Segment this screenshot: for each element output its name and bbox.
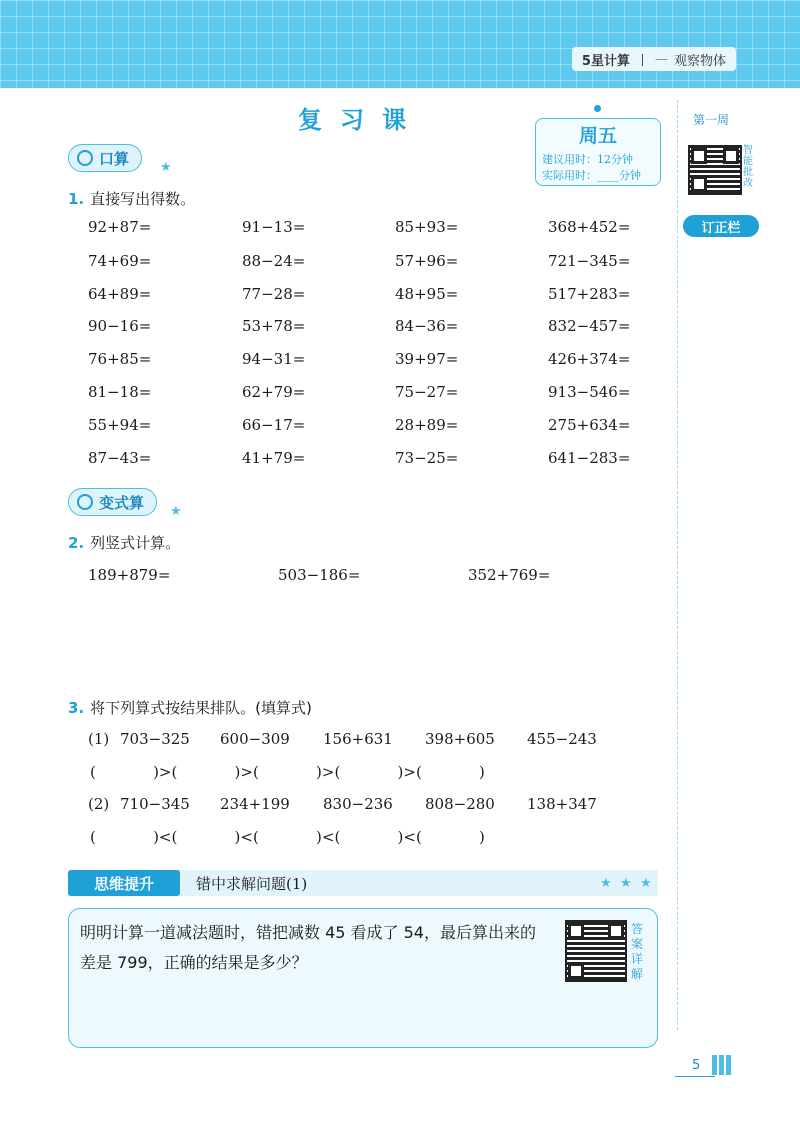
star-icon: ★	[620, 876, 632, 891]
expression: 74+69=	[88, 252, 152, 270]
expression: 913−546=	[548, 383, 631, 401]
pin-icon	[594, 105, 601, 112]
expression: 41+79=	[242, 449, 306, 467]
sort-item: 703−325	[120, 730, 190, 748]
expression: 62+79=	[242, 383, 306, 401]
star-icon: ★	[600, 876, 612, 891]
expression: 721−345=	[548, 252, 631, 270]
qr-corner	[608, 923, 624, 939]
page-title: 复习课	[298, 106, 424, 134]
expression: 85+93=	[395, 218, 459, 236]
expression: 48+95=	[395, 285, 459, 303]
question-text: 列竖式计算。	[90, 534, 181, 552]
expression: 28+89=	[395, 416, 459, 434]
unit-name: 观察物体	[673, 53, 726, 69]
problem-text: 明明计算一道减法题时，错把减数 45 看成了 54，最后算出来的差是 799，正确的结果是多少？	[80, 923, 536, 972]
expression: 641−283=	[548, 449, 631, 467]
qr-corner	[691, 148, 707, 164]
expression: 81−18=	[88, 383, 152, 401]
question-1	[68, 188, 195, 209]
sort-item: 398+605	[425, 730, 495, 748]
expression: 426+374=	[548, 350, 631, 368]
expression: 368+452=	[548, 218, 631, 236]
page-number-underline	[675, 1076, 715, 1077]
stopwatch-icon	[77, 150, 93, 166]
expression: 76+85=	[88, 350, 152, 368]
header-banner	[0, 0, 800, 88]
expression: 275+634=	[548, 416, 631, 434]
section-label: 变式算	[99, 493, 145, 512]
answer-qr-icon[interactable]	[565, 920, 627, 982]
expression: 91−13=	[242, 218, 306, 236]
section-oral-calc	[68, 144, 142, 172]
expression: 94−31=	[242, 350, 306, 368]
expression: 90−16=	[88, 317, 152, 335]
vertical-calc-item: 352+769=	[468, 566, 551, 584]
vertical-calc-item: 189+879=	[88, 566, 171, 584]
dash: —	[654, 51, 668, 67]
answer-qr-caption: 答案详解	[630, 922, 643, 981]
target-icon	[77, 494, 93, 510]
section-label: 口算	[99, 149, 130, 168]
expression: 55+94=	[88, 416, 152, 434]
question-number: 3.	[68, 699, 85, 717]
star-icon: ★	[170, 504, 182, 519]
answer-blanks[interactable]: ( )<( )<( )<( )<( )	[90, 828, 485, 846]
question-number: 1.	[68, 190, 85, 208]
sort-item: 710−345	[120, 795, 190, 813]
sidebar-divider	[677, 100, 678, 1030]
vertical-calc-item: 503−186=	[278, 566, 361, 584]
sort-item: 138+347	[527, 795, 597, 813]
part-label: (1)	[88, 730, 110, 748]
expression: 87−43=	[88, 449, 152, 467]
section-variant-calc	[68, 488, 157, 516]
expression: 92+87=	[88, 218, 152, 236]
expression: 832−457=	[548, 317, 631, 335]
sort-item: 808−280	[425, 795, 495, 813]
expression: 53+78=	[242, 317, 306, 335]
book-name: 5星计算	[581, 53, 630, 69]
expression: 57+96=	[395, 252, 459, 270]
header-tag	[572, 47, 736, 71]
thinking-subtitle: 错中求解问题(1)	[196, 875, 308, 893]
part-label: (2)	[88, 795, 110, 813]
sort-item: 156+631	[323, 730, 393, 748]
question-number: 2.	[68, 534, 85, 552]
expression: 39+97=	[395, 350, 459, 368]
sort-item: 455−243	[527, 730, 597, 748]
week-label: 第一周	[693, 113, 730, 127]
expression: 73−25=	[395, 449, 459, 467]
sort-item: 830−236	[323, 795, 393, 813]
star-icon: ★	[160, 160, 172, 175]
correction-button[interactable]: 订正栏	[683, 215, 759, 237]
suggested-time: 建议用时：12分钟	[542, 153, 633, 166]
question-3	[68, 697, 312, 718]
sort-item: 600−309	[220, 730, 290, 748]
qr-caption: 智能批改	[743, 145, 753, 189]
expression: 88−24=	[242, 252, 306, 270]
answer-blanks[interactable]: ( )>( )>( )>( )>( )	[90, 763, 485, 781]
qr-corner	[568, 923, 584, 939]
divider: 丨	[635, 53, 649, 69]
question-text: 直接写出得数。	[90, 190, 196, 208]
question-text: 将下列算式按结果排队。(填算式)	[90, 699, 312, 717]
qr-code-icon[interactable]	[688, 145, 742, 195]
expression: 77−28=	[242, 285, 306, 303]
qr-corner	[723, 148, 739, 164]
expression: 64+89=	[88, 285, 152, 303]
actual-time: 实际用时：____分钟	[542, 169, 641, 182]
day-box	[535, 118, 661, 186]
page-number: 5	[692, 1058, 701, 1073]
sort-item: 234+199	[220, 795, 290, 813]
qr-corner	[691, 176, 707, 192]
expression: 517+283=	[548, 285, 631, 303]
star-icon: ★	[640, 876, 652, 891]
expression: 84−36=	[395, 317, 459, 335]
expression: 75−27=	[395, 383, 459, 401]
question-2	[68, 532, 180, 553]
books-icon	[712, 1055, 733, 1079]
thinking-label: 思维提升	[68, 870, 180, 896]
expression: 66−17=	[242, 416, 306, 434]
day-label: 周五	[578, 125, 617, 147]
qr-corner	[568, 963, 584, 979]
